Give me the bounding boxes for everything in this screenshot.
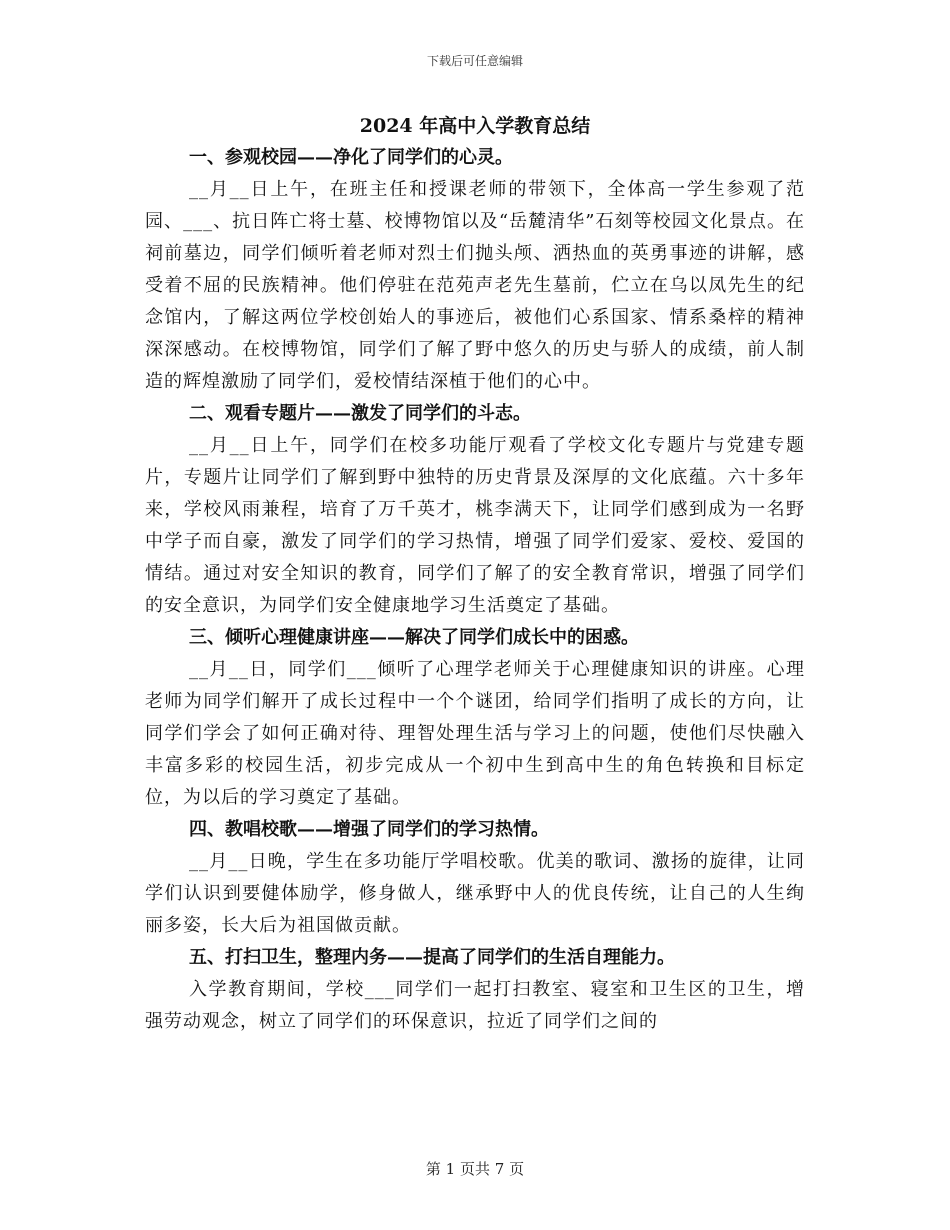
- section-heading-5: 五、打扫卫生，整理内务——提高了同学们的生活自理能力。: [189, 947, 675, 968]
- section-heading-4: 四、教唱校歌——增强了同学们的学习热情。: [189, 819, 549, 840]
- document-content: [145, 110, 805, 1038]
- section-body-1: __月__日上午，在班主任和授课老师的带领下，全体高一学生参观了范园、___、抗日阵亡将士墓、校博物馆以及“岳麓清华”石刻等校园文化景点。在祠前墓边，同学们倾听着老师对烈士们抛头颅、洒热血的英勇事迹的讲解，感受着不屈的民族精神。他们停驻在范苑声老先生墓前，伫立在乌以凤先生的纪念馆内，了解这两位学校创始人的事迹后，被他们心系国家、情系桑梓的精神深深感动。在校博物馆，同学们了解了野中悠久的历史与骄人的成绩，前人制造的辉煌激励了同学们，爱校情结深植于他们的心中。: [145, 179, 805, 392]
- section-body-4: __月__日晚，学生在多功能厅学唱校歌。优美的歌词、激扬的旋律，让同学们认识到要健体励学，修身做人，继承野中人的优良传统，让自己的人生绚丽多姿，长大后为祖国做贡献。: [145, 851, 805, 936]
- header-note: 下载后可任意编辑: [426, 54, 523, 68]
- section-heading-3: 三、倾听心理健康讲座——解决了同学们成长中的困惑。: [189, 627, 639, 648]
- section-heading-1: 一、参观校园——净化了同学们的心灵。: [189, 147, 513, 168]
- section-body-2: __月__日上午，同学们在校多功能厅观看了学校文化专题片与党建专题片，专题片让同学们了解到野中独特的历史背景及深厚的文化底蕴。六十多年来，学校风雨兼程，培育了万千英才，桃李满天下，让同学们感到成为一名野中学子而自豪，激发了同学们的学习热情，增强了同学们爱家、爱校、爱国的情结。通过对安全知识的教育，同学们了解了的安全教育常识，增强了同学们的安全意识，为同学们安全健康地学习生活奠定了基础。: [145, 435, 805, 616]
- page-footer: 第 1 页共 7 页: [425, 1160, 525, 1178]
- section-body-5: 入学教育期间，学校___同学们一起打扫教室、寝室和卫生区的卫生，增强劳动观念，树立了同学们的环保意识，拉近了同学们之间的: [145, 979, 805, 1032]
- section-heading-2: 二、观看专题片——激发了同学们的斗志。: [189, 403, 531, 424]
- section-body-3: __月__日，同学们___倾听了心理学老师关于心理健康知识的讲座。心理老师为同学们解开了成长过程中一个个谜团，给同学们指明了成长的方向，让同学们学会了如何正确对待、理智处理生活与学习上的问题，使他们尽快融入丰富多彩的校园生活，初步完成从一个初中生到高中生的角色转换和目标定位，为以后的学习奠定了基础。: [145, 659, 805, 808]
- document-title: 2024 年高中入学教育总结: [359, 115, 591, 137]
